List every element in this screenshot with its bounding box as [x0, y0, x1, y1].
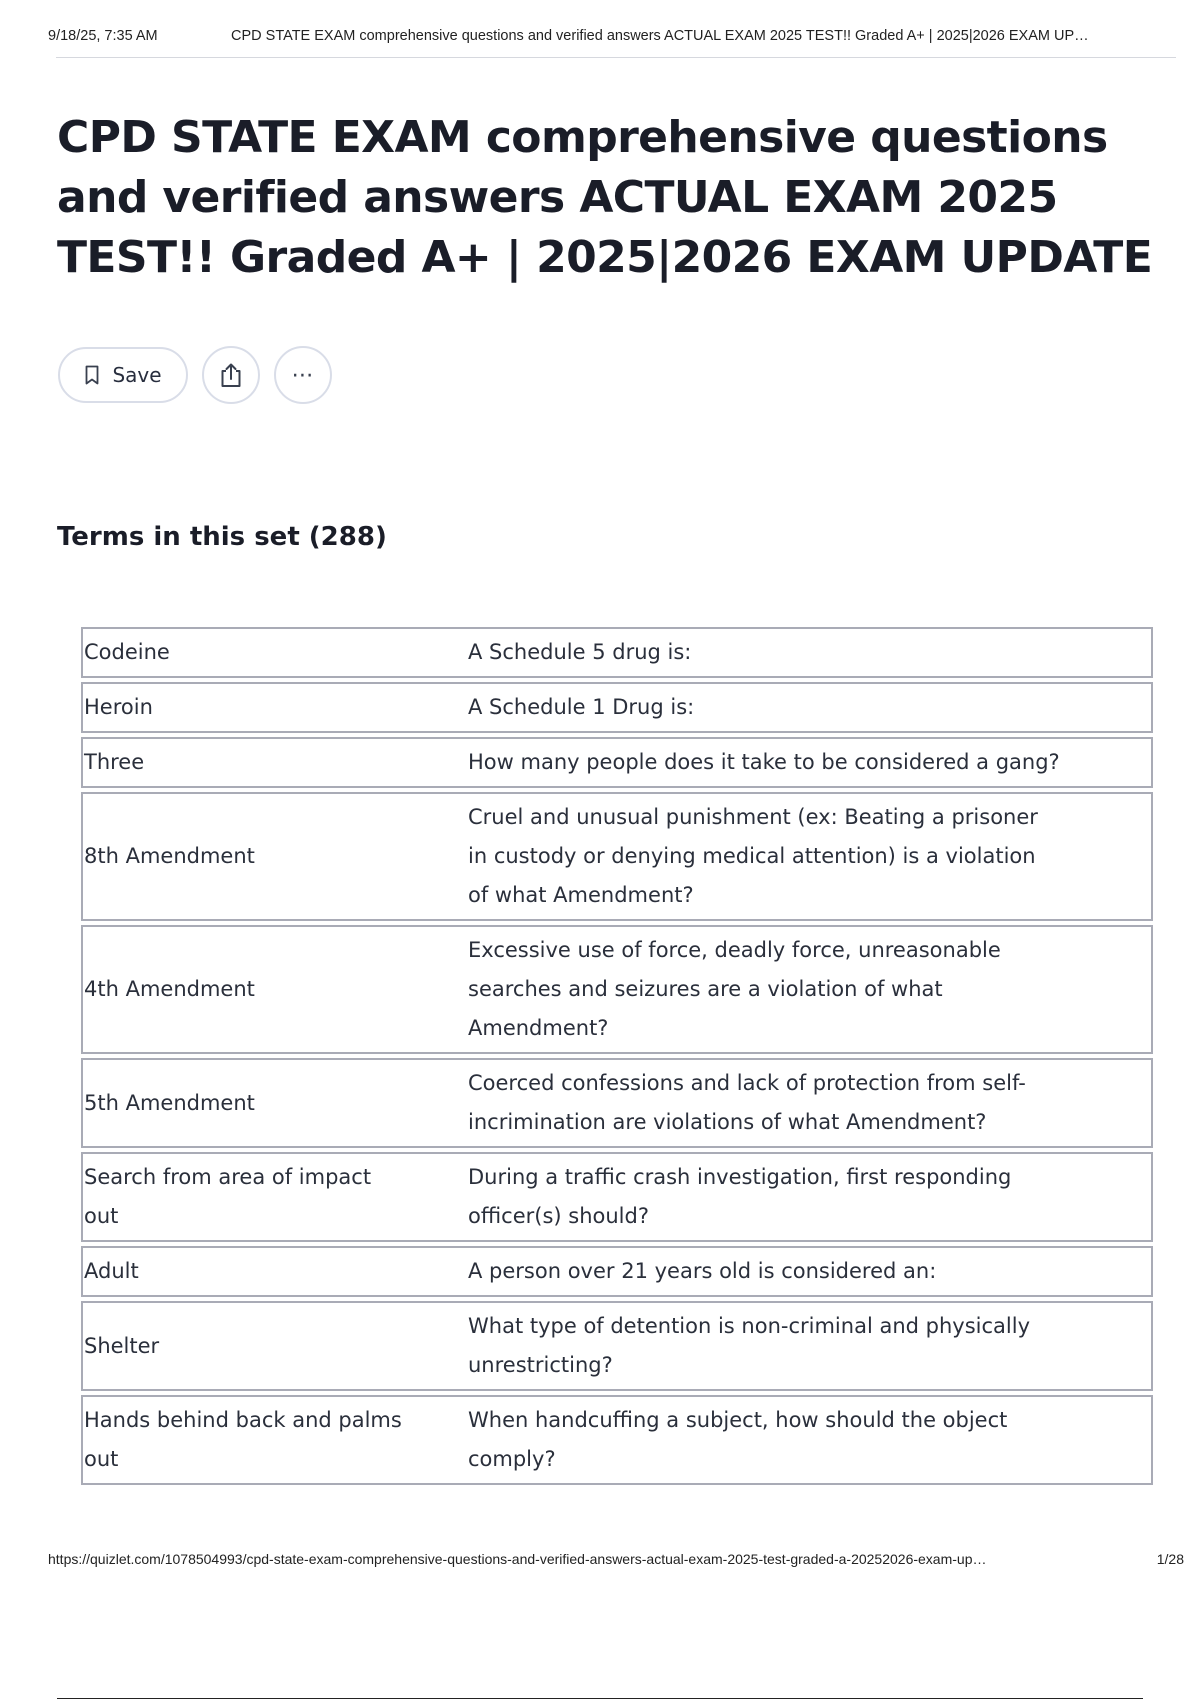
more-icon: ⋯: [291, 362, 315, 388]
action-bar: [58, 346, 332, 404]
terms-table: [81, 623, 1153, 1489]
share-button[interactable]: [202, 346, 260, 404]
save-button[interactable]: [58, 347, 188, 403]
term-cell: Three: [81, 737, 418, 788]
definition-cell: How many people does it take to be considered a gang?: [418, 737, 1153, 788]
definition-cell: When handcuffing a subject, how should the object comply?: [418, 1395, 1153, 1485]
term-cell: Shelter: [81, 1301, 418, 1391]
definition-cell: A person over 21 years old is considered an:: [418, 1246, 1153, 1297]
definition-cell: A Schedule 5 drug is:: [418, 627, 1153, 678]
term-cell: Adult: [81, 1246, 418, 1297]
term-row: [81, 1246, 1153, 1297]
print-doc-title: CPD STATE EXAM comprehensive questions and verified answers ACTUAL EXAM 2025 TEST!! Graded A+ | 2025|2026 EXAM UP…: [231, 28, 1089, 44]
definition-cell: During a traffic crash investigation, first responding officer(s) should?: [418, 1152, 1153, 1242]
term-cell: 8th Amendment: [81, 792, 418, 921]
term-row: [81, 1301, 1153, 1391]
term-cell: Heroin: [81, 682, 418, 733]
term-row: [81, 682, 1153, 733]
print-header: [48, 28, 1178, 44]
term-row: [81, 792, 1153, 921]
term-cell: 5th Amendment: [81, 1058, 418, 1148]
page-number: 1/28: [1156, 1551, 1184, 1567]
definition-cell: Coerced confessions and lack of protection from self-incrimination are violations of what Amendment?: [418, 1058, 1153, 1148]
bookmark-icon: [84, 365, 100, 385]
terms-heading: Terms in this set (288): [57, 522, 387, 552]
more-options-button[interactable]: [274, 346, 332, 404]
definition-cell: Cruel and unusual punishment (ex: Beating a prisoner in custody or denying medical attention) is a violation of what Amendment?: [418, 792, 1153, 921]
share-icon: [218, 361, 244, 389]
definition-cell: Excessive use of force, deadly force, unreasonable searches and seizures are a violation of what Amendment?: [418, 925, 1153, 1054]
term-cell: Search from area of impact out: [81, 1152, 418, 1242]
term-row: [81, 737, 1153, 788]
bottom-divider: [57, 1698, 1143, 1699]
term-row: [81, 925, 1153, 1054]
definition-cell: A Schedule 1 Drug is:: [418, 682, 1153, 733]
print-datetime: 9/18/25, 7:35 AM: [48, 28, 158, 44]
page-title: CPD STATE EXAM comprehensive questions and verified answers ACTUAL EXAM 2025 TEST!! Graded A+ | 2025|2026 EXAM UPDATE: [57, 112, 1153, 283]
term-row: [81, 1058, 1153, 1148]
term-cell: Codeine: [81, 627, 418, 678]
term-row: [81, 1395, 1153, 1485]
term-cell: 4th Amendment: [81, 925, 418, 1054]
term-cell: Hands behind back and palms out: [81, 1395, 418, 1485]
term-row: [81, 1152, 1153, 1242]
header-divider: [56, 57, 1176, 58]
print-footer: [48, 1551, 1184, 1567]
print-url: https://quizlet.com/1078504993/cpd-state-exam-comprehensive-questions-and-verified-answers-actual-exam-2025-test-graded-a-20252026-exam-up…: [48, 1551, 987, 1567]
save-label: Save: [112, 363, 162, 387]
term-row: [81, 627, 1153, 678]
definition-cell: What type of detention is non-criminal and physically unrestricting?: [418, 1301, 1153, 1391]
